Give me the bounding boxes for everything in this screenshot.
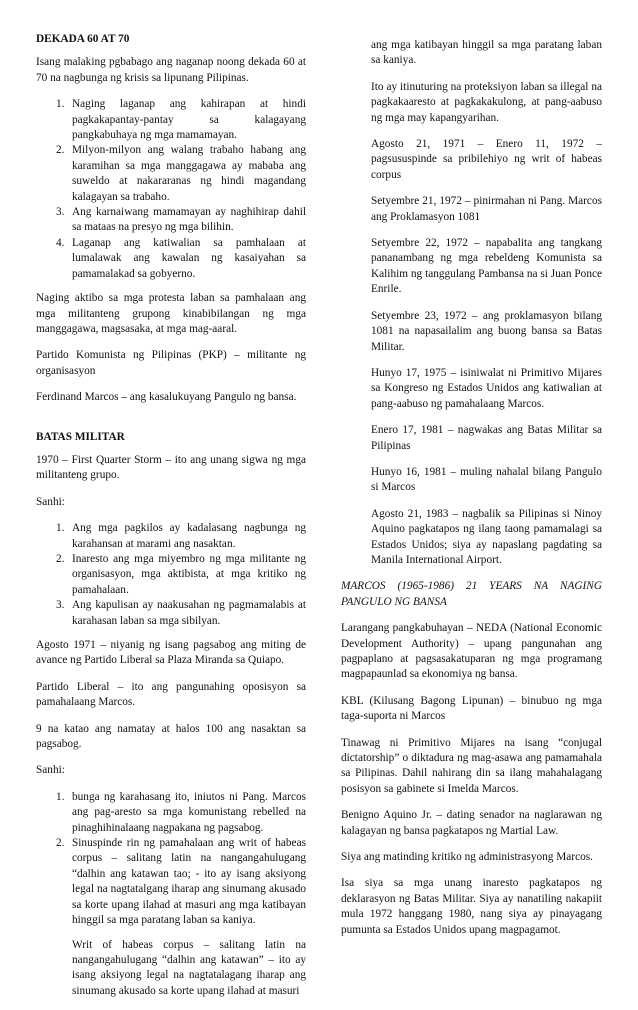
section-title-batas-militar: BATAS MILITAR xyxy=(36,430,125,443)
paragraph: 9 na katao ang namatay at halos 100 ang nasaktan sa pagsabog. xyxy=(36,722,306,751)
timeline-entry: Agosto 21, 1971 – Enero 11, 1972 – pagsususpinde sa pribilehiyo ng writ of habeas corpus xyxy=(371,138,602,181)
list-item: 3. Ang karnaiwang mamamayan ay naghihirap dahil sa mataas na presyo ng mga bilihin. xyxy=(56,206,306,234)
list-item: 1. bunga ng karahasang ito, iniutos ni Pang. Marcos ang pag-aresto sa mga komunistang rebelled na pinaghihinalaang nagpakana ng pagsabog. xyxy=(56,790,306,834)
list-item: 2. Sinuspinde rin ng pamahalaan ang writ of habeas corpus – salitang latin na nangangahulugang “dalhin ang katawan tao; - ito ay isang aksiyong legal na nagtatalgang iharap ang sinumang akusado sa korte upang ilahad at masuri ang mga katibayan hinggil sa mga paratang laban sa kaniya. xyxy=(56,837,306,927)
paragraph: Siya ang matinding kritiko ng administrasyong Marcos. xyxy=(341,851,593,864)
timeline-entry: Agosto 21, 1983 – nagbalik sa Pilipinas si Ninoy Aquino pagkatapos ng ilang taong pamamalagi sa Estados Unidos; siya ay napaslang pagdating sa Manila International Airport. xyxy=(371,507,602,566)
right-column xyxy=(341,38,602,949)
writ-definition: Writ of habeas corpus – salitang latin na nangangahulugang “dalhin ang katawan” – ito ay isang aksiyong legal na nagtatalagang iharap ang sinumang akusado sa korte upang ilahad at masuri xyxy=(72,938,306,997)
timeline-entry: Setyembre 22, 1972 – napabalita ang tangkang pananambang ng mga rebeldeng Komunista sa Kalihim ng tanggulang Pambansa na si Juan Ponce Enrile. xyxy=(371,237,602,296)
timeline-entry: Setyembre 21, 1972 – pinirmahan ni Pang. Marcos ang Proklamasyon 1081 xyxy=(371,195,602,223)
list-item: 4. Laganap ang katiwalian sa pamhalaan at lumalawak ang kawalan ng kasaiyahan sa pamamalakad sa gobyerno. xyxy=(56,236,306,280)
timeline-entry: Setyembre 23, 1972 – ang proklamasyon bilang 1081 na napasailalim ang buong bansa sa Batas Militar. xyxy=(371,309,602,353)
list-item: 2. Milyon-milyon ang walang trabaho habang ang karamihan sa mga manggagawa ay mababa ang suweldo at nakararanas ng hindi magandang kalagayan sa trabaho. xyxy=(56,144,306,203)
crisis-list xyxy=(36,97,306,282)
paragraph: Larangang pangkabuhayan – NEDA (National Economic Development Authority) – upang pangunahan ang pagpaplano at pagsasakatuparan ng mga programang magpapaunlad sa ekonomiya ng bansa. xyxy=(341,622,602,681)
list-item: 3. Ang kapulisan ay naakusahan ng pagmamalabis at karahasan laban sa mga sibilyan. xyxy=(56,599,306,627)
paragraph: Ito ay itinuturing na proteksiyon laban sa illegal na pagkakaaresto at pagkakakulong, at pang-aabuso ng mga may kapangyarihan. xyxy=(371,80,602,124)
sanhi-list xyxy=(36,790,306,929)
list-item: 2. Inaresto ang mga miyembro ng mga militante ng organisasyon, mga aktibista, at mga kritiko ng pamahalaan. xyxy=(56,552,306,596)
paragraph: KBL (Kilusang Bagong Lipunan) – binubuo ng mga taga-suporta ni Marcos xyxy=(341,694,602,723)
paragraph: Tinawag ni Primitivo Mijares na isang “conjugal dictatorship” o diktadura ng mag-asawa ang pamamahala sa Pilipinas. Dahil nahirang din sa ilang mahahalagang posisyon sa gabinete si Imelda Marcos. xyxy=(341,736,602,795)
timeline-entry: Enero 17, 1981 – nagwakas ang Batas Militar sa Pilipinas xyxy=(371,424,602,452)
list-item: 1. Naging laganap ang kahirapan at hindi pagkakapantay-pantay sa kalagayang pangkabuhaya ng mga mamamayan. xyxy=(56,98,306,142)
paragraph: Benigno Aquino Jr. – dating senador na naglarawan ng kalagayan ng bansa pagkatapos ng Martial Law. xyxy=(341,809,602,837)
paragraph: Naging aktibo sa mga protesta laban sa pamhalaan ang mga militanteng grupong kinabibilangan ng mga manggagawa, magsasaka, at mga mag-aaral. xyxy=(36,292,306,335)
paragraph: Partido Komunista ng Pilipinas (PKP) – militante ng organisasyon xyxy=(36,349,306,377)
timeline-entry: Hunyo 17, 1975 – isiniwalat ni Primitivo Mijares sa Kongreso ng Estados Unidos ang katiwalian at pang-aabuso ng pamahalaang Marcos. xyxy=(371,366,602,410)
left-column xyxy=(36,32,306,1010)
intro-paragraph: Isang malaking pgbabago ang naganap noong dekada 60 at 70 na nagbunga ng krisis sa lipunang Pilipinas. xyxy=(36,56,306,84)
paragraph: Ferdinand Marcos – ang kasalukuyang Pangulo ng bansa. xyxy=(36,391,297,404)
section-title-dekada: DEKADA 60 AT 70 xyxy=(36,33,130,45)
sanhi-list xyxy=(36,521,306,629)
timeline-entry: Hunyo 16, 1981 – muling nahalal bilang Pangulo si Marcos xyxy=(371,465,602,494)
paragraph: 1970 – First Quarter Storm – ito ang unang sigwa ng mga militanteng grupo. xyxy=(36,453,306,482)
paragraph: Agosto 1971 – niyanig ng isang pagsabog ang miting de avance ng Partido Liberal sa Plaza Miranda sa Quiapo. xyxy=(36,639,306,667)
paragraph: Isa siya sa mga unang inaresto pagkatapos ng deklarasyon ng Batas Militar. Siya ay nanatiling nakapiit mula 1972 hanggang 1980, nang siya ay pinayagang pumunta sa Estados Unidos upang magpagamot. xyxy=(341,877,602,936)
section-heading-marcos: MARCOS (1965-1986) 21 YEARS NA NAGING PANGULO NG BANSA xyxy=(341,580,602,608)
sanhi-label: Sanhi: xyxy=(36,495,65,508)
list-item: 1. Ang mga pagkilos ay kadalasang nagbunga ng karahansan at marami ang nasaktan. xyxy=(56,522,306,550)
continuation-paragraph: ang mga katibayan hinggil sa mga paratang laban sa kaniya. xyxy=(371,39,602,67)
sanhi-label: Sanhi: xyxy=(36,764,65,777)
paragraph: Partido Liberal – ito ang pangunahing oposisyon sa pamahalaang Marcos. xyxy=(36,680,306,709)
